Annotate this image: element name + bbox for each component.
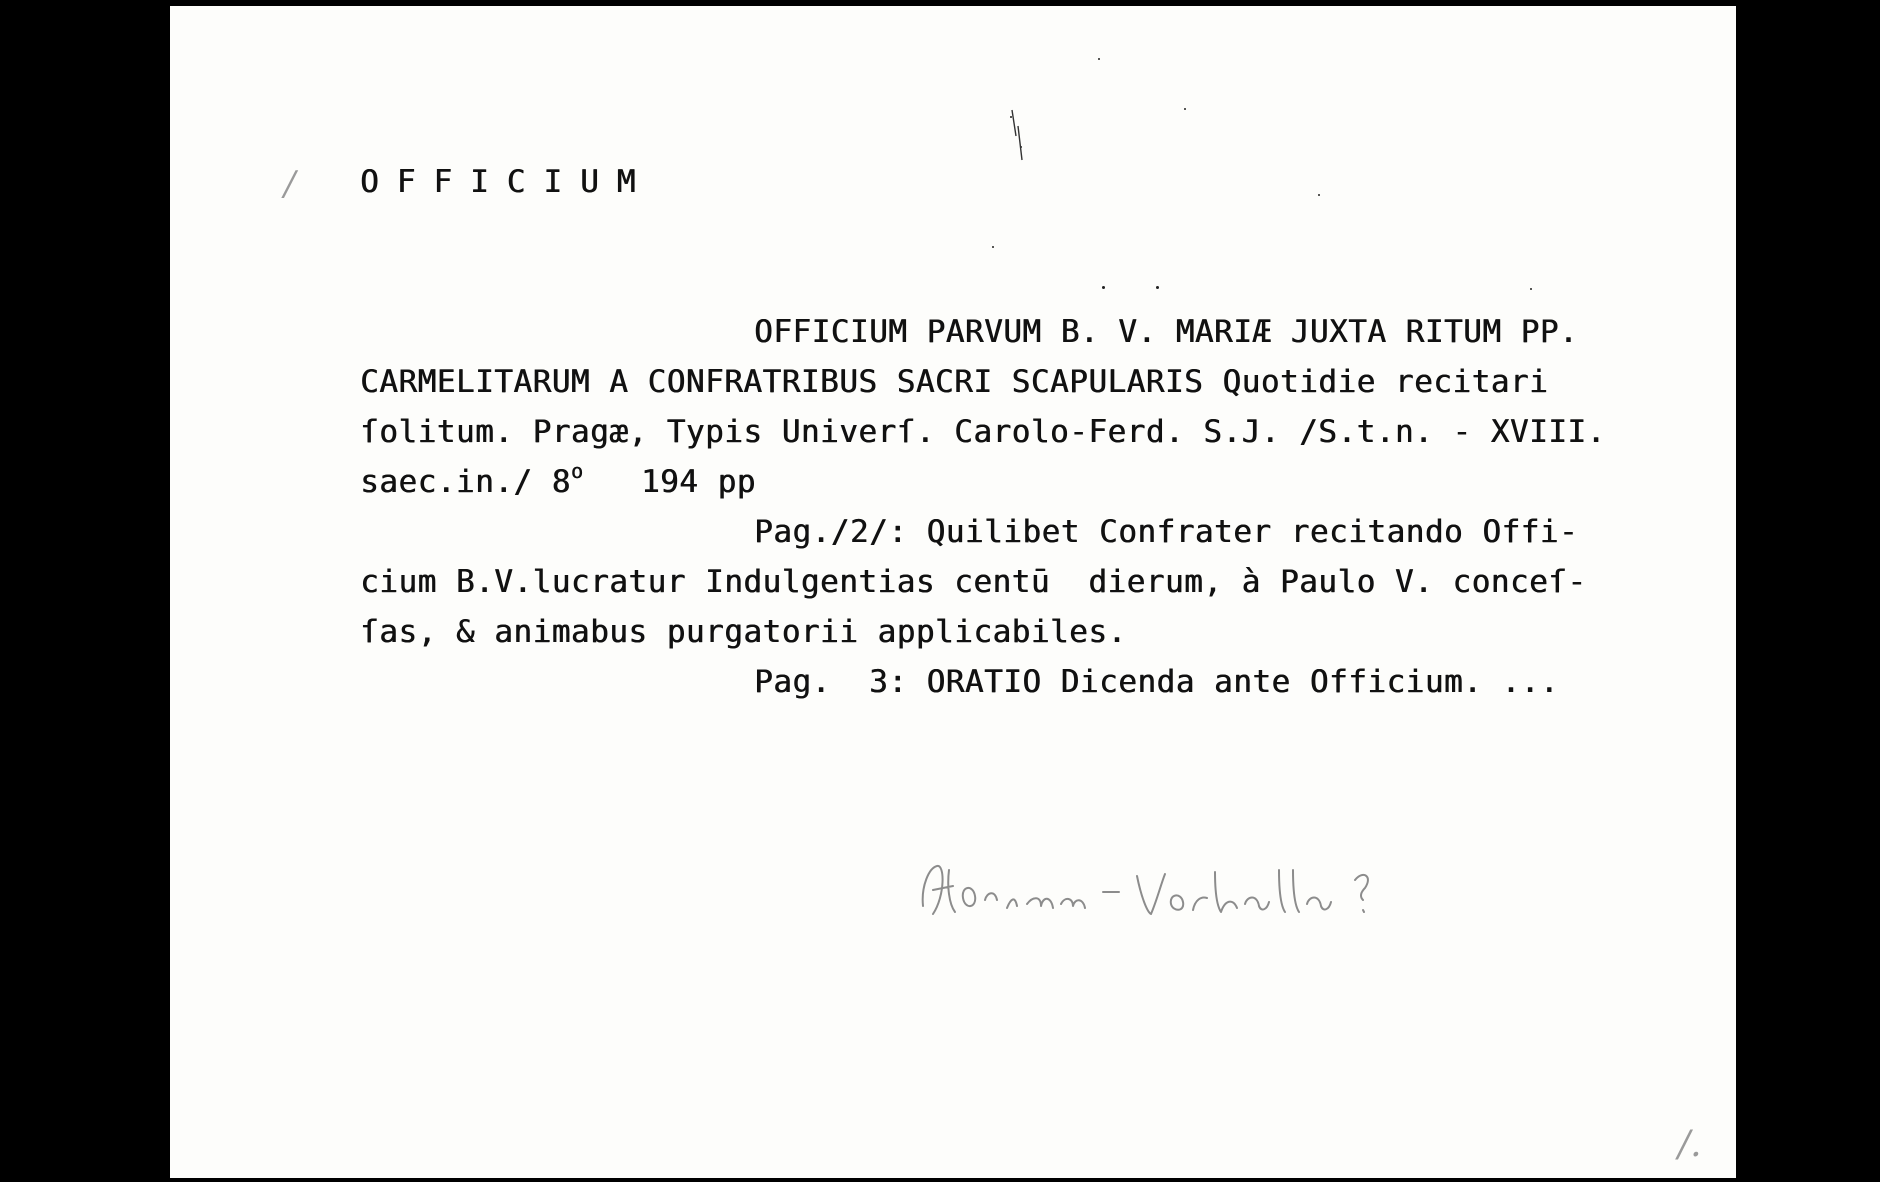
page-count: 194 pp xyxy=(640,464,756,500)
note-line-4: Pag. 3: ORATIO Dicenda ante Officium. ... xyxy=(754,664,1559,700)
catalog-card xyxy=(170,6,1736,1178)
title-line-1: OFFICIUM PARVUM B. V. MARIÆ JUXTA RITUM PP. xyxy=(754,314,1579,350)
speck xyxy=(1156,286,1159,289)
corner-pencil-mark: /. xyxy=(1678,1124,1702,1165)
title-line-3: ſolitum. Pragæ, Typis Univerſ. Carolo-Ferd. S.J. /S.t.n. - XVIII. xyxy=(360,414,1606,450)
note-line-1: Pag./2/: Quilibet Confrater recitando Offi- xyxy=(754,514,1579,550)
speck xyxy=(1184,108,1186,110)
margin-pencil-mark: / xyxy=(284,164,296,204)
note-line-3: ſas, & animabus purgatorii applicabiles. xyxy=(360,614,1127,650)
format-text: saec.in./ 8 xyxy=(360,464,571,500)
scratch-mark xyxy=(1010,106,1030,166)
format-gap xyxy=(583,464,641,500)
speck xyxy=(1098,58,1100,60)
format-superscript: o xyxy=(570,459,584,483)
format-line xyxy=(360,459,756,500)
scan-edge xyxy=(1736,0,1880,1182)
note-line-2: cium B.V.lucratur Indulgentias centū dierum, à Paulo V. conceſ- xyxy=(360,564,1587,600)
speck xyxy=(1318,194,1320,196)
speck xyxy=(1530,288,1532,290)
card-heading: OFFICIUM xyxy=(360,164,654,200)
handwritten-note xyxy=(915,856,1455,926)
title-line-2: CARMELITARUM A CONFRATRIBUS SACRI SCAPULARIS Quotidie recitari xyxy=(360,364,1549,400)
speck xyxy=(1102,286,1105,289)
speck xyxy=(992,246,994,248)
